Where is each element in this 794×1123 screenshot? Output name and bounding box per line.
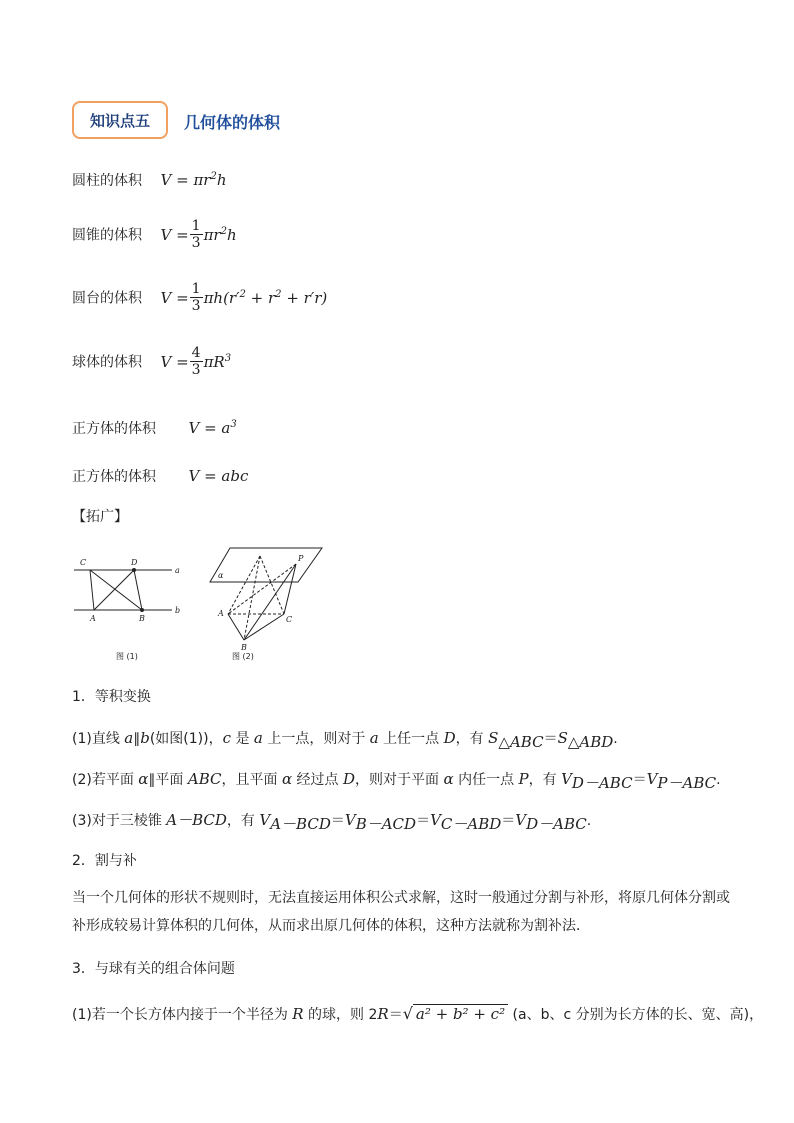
extension-heading: 【拓广】: [72, 509, 128, 525]
sqrt-symbol: √: [402, 1004, 413, 1023]
segment-ab: [228, 614, 244, 640]
section-title: 几何体的体积: [184, 113, 281, 132]
formula-expr: V = $\frac{1}{3}$ $\pi r^2h$: [160, 218, 237, 251]
formula-label: 圆锥的体积: [72, 227, 142, 244]
segment-d-c: [260, 556, 284, 614]
segment-db: [134, 570, 142, 610]
figure-1: [74, 570, 172, 610]
formula-expr: $V = a^3$: [188, 419, 237, 437]
plane-alpha: [210, 548, 322, 582]
section-3-item-1: (1)若一个长方体内接于一个半径为 R 的球，则 2R＝√ a² + b² + c² (a、b、c 分别为长方体的长、宽、高)，: [72, 1004, 764, 1023]
section-1-item-1: (1)直线 a∥b(如图(1))，c 是 a 上一点，则对于 a 上任一点 D，有 $S_{\triangle ABC}=S_{\triangle ABD}$.: [72, 729, 618, 751]
formula-label: 正方体的体积: [72, 469, 156, 485]
formula-cylinder: [72, 170, 227, 190]
section-1-item-2: (2)若平面 α∥平面 ABC，且平面 α 经过点 D，则对于平面 α 内任一点 P，有 $V_{D-ABC}=V_{P-ABC}$.: [72, 770, 721, 792]
geometry-figures: [60, 540, 360, 665]
label-A: A: [90, 614, 96, 623]
formula-cone: [72, 218, 237, 251]
label-P: P: [298, 554, 304, 563]
formula-label: 圆台的体积: [72, 290, 142, 307]
label-c: C: [80, 558, 87, 567]
section-2-heading: 2．割与补: [72, 853, 137, 869]
section-2-paragraph: 当一个几何体的形状不规则时，无法直接运用体积公式求解，这时一般通过分割与补形，将原几何体分割或补形成较易计算体积的几何体，从而求出原几何体的体积，这种方法就称为割补法．: [72, 890, 730, 934]
formula-label: 圆柱的体积: [72, 173, 142, 189]
segment-cb: [90, 570, 142, 610]
section-3-heading: 3．与球有关的组合体问题: [72, 961, 235, 977]
point-d: [132, 568, 136, 572]
formula-frustum: [72, 281, 327, 314]
figure-2-caption: 图 (2): [232, 652, 254, 661]
label-alpha: α: [218, 571, 224, 580]
segment-bc: [244, 614, 284, 640]
segment-da: [94, 570, 134, 610]
formula-expr: $V = \pi r^2h$: [160, 171, 227, 189]
formula-expr: V = $\frac{4}{3}$ $\pi R^3$: [160, 345, 232, 378]
formula-cube: [72, 418, 237, 438]
formula-expr: V = $\frac{1}{3}$ $\pi h(r'^2 + r^2 + r'r)$: [160, 281, 328, 314]
figure-1-caption: 图 (1): [116, 652, 138, 661]
point-b: [140, 608, 144, 612]
formula-sphere: [72, 345, 231, 378]
formula-label: 球体的体积: [72, 354, 142, 371]
label-d: D: [131, 558, 138, 567]
segment-ca: [90, 570, 94, 610]
section-1-heading: 1．等积变换: [72, 689, 151, 705]
label-a: a: [175, 566, 180, 575]
radicand: a² + b² + c²: [413, 1004, 508, 1023]
label-A-2: A: [218, 609, 224, 618]
label-C-2: C: [286, 615, 293, 624]
section-1-item-3: (3)对于三棱锥 A－BCD，有 $V_{A-BCD}=V_{B-ACD}=V_{C-ABD}=V_{D-ABC}$.: [72, 811, 592, 833]
segment-d-b: [244, 556, 260, 640]
label-b: b: [175, 606, 181, 615]
formula-label: 正方体的体积: [72, 421, 156, 437]
label-B: B: [139, 614, 145, 623]
formula-expr: V = abc: [188, 467, 249, 485]
label-B-2: B: [241, 643, 247, 652]
figure-2: [210, 548, 322, 640]
segment-d-a: [228, 556, 260, 614]
section-badge: [72, 101, 168, 139]
badge-label: 知识点五: [89, 111, 150, 130]
segment-p-b: [244, 564, 296, 640]
formula-cuboid: [72, 466, 248, 486]
